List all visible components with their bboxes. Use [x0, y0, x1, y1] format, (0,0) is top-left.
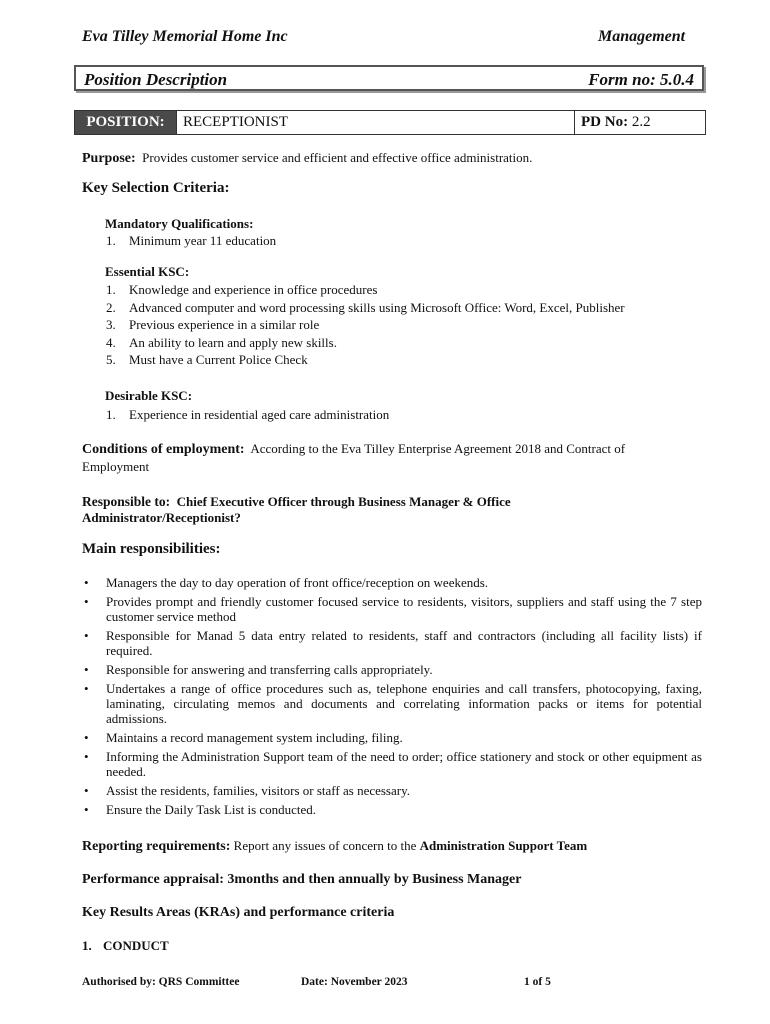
list-item: 3. Previous experience in a similar role	[106, 317, 320, 332]
pd-number-label: PD No:	[581, 114, 629, 130]
list-item: • Undertakes a range of office procedures such as, telephone enquiries and call transfers, photocopying, faxing, laminating, circulating memos and documents and correlating information packs or items for potential admissions.	[84, 681, 702, 726]
responsible-text-2: Administrator/Receptionist?	[82, 510, 241, 525]
list-item: • Assist the residents, families, visitors or staff as necessary.	[84, 783, 410, 798]
conditions-text: According to the Eva Tilley Enterprise Agreement 2018 and Contract of	[250, 441, 626, 456]
section-name: Management	[598, 28, 686, 45]
mandatory-list	[106, 232, 726, 250]
position-value: RECEPTIONIST	[176, 111, 574, 134]
conduct-number: 1.	[82, 938, 92, 953]
position-description-box	[74, 65, 704, 91]
list-item: 4. An ability to learn and apply new skills.	[106, 334, 337, 350]
kra-heading: Key Results Areas (KRAs) and performance criteria	[82, 905, 395, 920]
desirable-heading: Desirable KSC:	[105, 388, 193, 403]
list-item: • Provides prompt and friendly customer focused service to residents, visitors, suppliers and staff using the 7 step customer service method	[84, 594, 702, 624]
org-name: Eva Tilley Memorial Home Inc	[82, 28, 288, 45]
footer-authorised: Authorised by: QRS Committee	[82, 976, 240, 988]
main-responsibilities-heading: Main responsibilities:	[82, 541, 221, 557]
reporting-requirements	[82, 838, 587, 855]
ksc-heading: Key Selection Criteria:	[82, 180, 230, 196]
list-item: • Maintains a record management system including, filing.	[84, 730, 403, 745]
form-number: Form no: 5.0.4	[588, 70, 694, 89]
list-item: • Ensure the Daily Task List is conducted.	[84, 802, 317, 817]
position-label: POSITION:	[75, 111, 176, 134]
list-item: 1. Knowledge and experience in office procedures	[106, 282, 378, 297]
list-item: 1. Experience in residential aged care administration	[106, 407, 390, 422]
purpose-label: Purpose:	[82, 151, 136, 166]
pd-number-value: 2.2	[631, 114, 651, 130]
conduct-heading	[82, 938, 169, 954]
list-item: 5. Must have a Current Police Check	[106, 352, 308, 367]
list-item: 1. Minimum year 11 education	[106, 233, 277, 248]
purpose-text: Provides customer service and efficient and effective office administration.	[142, 150, 533, 165]
reporting-label: Reporting requirements:	[82, 839, 231, 854]
position-row	[74, 110, 706, 135]
reporting-team: Administration Support Team	[419, 838, 588, 853]
pd-number	[574, 111, 705, 134]
essential-heading: Essential KSC:	[105, 264, 190, 279]
list-item: • Informing the Administration Support team of the need to order; office stationery and stock or other equipment as needed.	[84, 749, 702, 779]
purpose	[82, 150, 532, 167]
list-item: • Responsible for answering and transferring calls appropriately.	[84, 662, 433, 677]
performance-appraisal: Performance appraisal: 3months and then annually by Business Manager	[82, 872, 522, 887]
responsible-label: Responsible to:	[82, 494, 171, 509]
list-item: • Managers the day to day operation of front office/reception on weekends.	[84, 575, 489, 590]
mandatory-heading: Mandatory Qualifications:	[105, 216, 254, 231]
reporting-text: Report any issues of concern to the	[233, 838, 417, 853]
pd-title: Position Description	[84, 70, 228, 89]
conduct-label: CONDUCT	[103, 938, 169, 953]
responsible-to	[82, 494, 707, 526]
conditions-label: Conditions of employment:	[82, 442, 245, 457]
desirable-list	[106, 406, 726, 424]
main-responsibilities-list	[82, 575, 702, 821]
essential-list	[106, 281, 726, 369]
list-item: 2. Advanced computer and word processing skills using Microsoft Office: Word, Excel, Publisher	[106, 299, 625, 315]
list-item: • Responsible for Manad 5 data entry related to residents, staff and contractors (including all facility lists) if required.	[84, 628, 702, 658]
responsible-text: Chief Executive Officer through Business Manager & Office	[176, 494, 511, 509]
conditions-text-2: Employment	[82, 459, 150, 474]
conditions	[82, 440, 707, 475]
footer-page: 1 of 5	[524, 976, 551, 988]
footer-date: Date: November 2023	[301, 976, 408, 988]
